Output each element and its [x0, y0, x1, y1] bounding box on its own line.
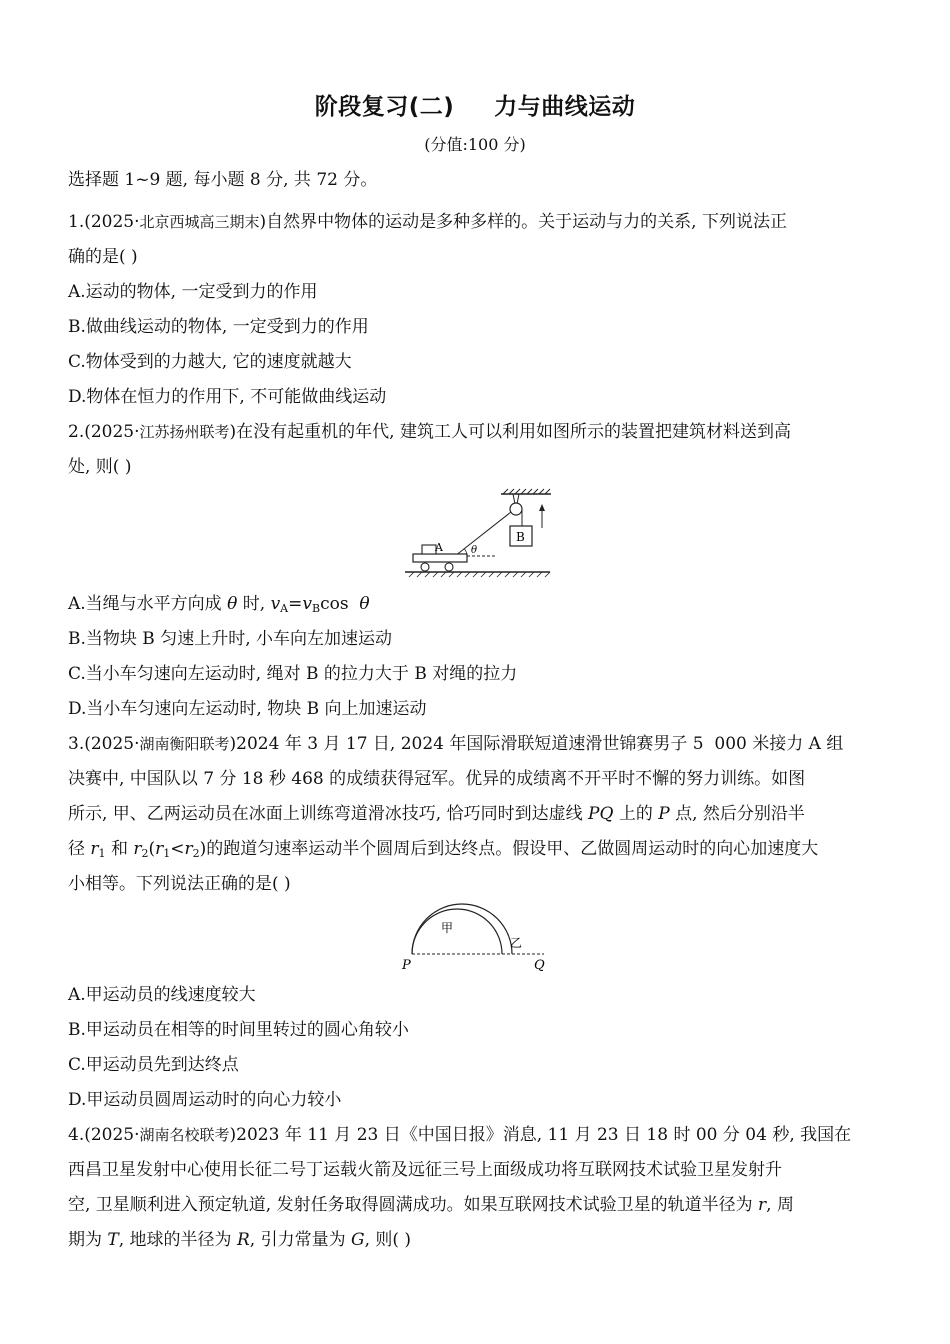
q3-r2-sub: 2 [141, 847, 149, 860]
q3-r1-sub: 1 [98, 847, 106, 860]
q4-s4a: 期为 [68, 1230, 108, 1250]
q3-r1b: r [155, 839, 164, 859]
q3-stem-text1: )2024 年 3 月 17 日, 2024 年国际滑联短道速滑世锦赛男子 5 000 米接力 A 组 [229, 734, 844, 754]
q2-option-b: B.当物块 B 匀速上升时, 小车向左加速运动 [68, 629, 393, 649]
q4-big-r: R [236, 1230, 250, 1250]
point-p-label: P [402, 958, 411, 973]
q3-r1: r [90, 839, 99, 859]
q4-s4c: , 引力常量为 [249, 1230, 351, 1250]
q2-stem-line1 [68, 420, 791, 444]
q4-s3a: 空, 卫星顺利进入预定轨道, 发射任务取得圆满成功。如果互联网技术试验卫星的轨道半径为 [68, 1195, 759, 1215]
q4-g: G [351, 1230, 365, 1250]
q3-option-c: C.甲运动员先到达终点 [68, 1055, 239, 1075]
q3-stem-line4 [68, 837, 818, 861]
q2-option-c: C.当小车匀速向左运动时, 绳对 B 的拉力大于 B 对绳的拉力 [68, 664, 518, 684]
q1-stem-text1: )自然界中物体的运动是多种多样的。关于运动与力的关系, 下列说法正 [259, 212, 787, 232]
q2-a-theta: θ [227, 594, 238, 614]
q2-a-sub-a: A [280, 602, 289, 615]
q2-option-d: D.当小车匀速向左运动时, 物块 B 向上加速运动 [68, 699, 427, 719]
q4-source: 湖南名校联考 [139, 1126, 230, 1144]
q1-number: 1.(2025· [68, 212, 140, 232]
q1-source: 北京西城高三期末 [139, 213, 260, 231]
q2-a-sub-b: B [311, 602, 321, 615]
q4-number: 4.(2025· [68, 1125, 140, 1145]
cart-a [413, 554, 467, 562]
q3-s4c: ( [148, 839, 156, 859]
q2-stem-line2: 处, 则( ) [68, 457, 132, 477]
q2-a-cos: cos [320, 594, 360, 614]
q3-stem-line2: 决赛中, 中国队以 7 分 18 秒 468 的成绩获得冠军。优异的成绩离不开平时不懈的努力训练。如图 [68, 769, 806, 789]
q1-option-c: C.物体受到的力越大, 它的速度就越大 [68, 352, 352, 372]
q3-r2b-sub: 2 [192, 847, 200, 860]
q2-source: 江苏扬州联考 [139, 423, 230, 441]
q4-s4d: , 则( ) [364, 1230, 412, 1250]
q3-r1b-sub: 1 [163, 847, 171, 860]
q1-stem-line1 [68, 210, 787, 234]
q3-number: 3.(2025· [68, 734, 140, 754]
page-title [0, 88, 950, 121]
q2-a-text2: 时, [237, 594, 271, 614]
q3-s3e: 点, 然后分别沿半 [669, 804, 805, 824]
q2-stem-text1: )在没有起重机的年代, 建筑工人可以利用如图所示的装置把建筑材料送到高 [229, 422, 791, 442]
pulley-cart-figure [405, 488, 555, 580]
q3-s4e: )的跑道匀速率运动半个圆周后到达终点。假设甲、乙做圆周运动时的向心加速度大 [199, 839, 819, 859]
point-q-label: Q [534, 958, 545, 973]
q2-a-eq: = [288, 594, 303, 614]
q3-stem-line5: 小相等。下列说法正确的是( ) [68, 874, 291, 894]
q3-r2b: r [184, 839, 193, 859]
q4-stem-text1: )2023 年 11 月 23 日《中国日报》消息, 11 月 23 日 18 时 00 分 04 秒, 我国在 [229, 1125, 852, 1145]
q3-option-b: B.甲运动员在相等的时间里转过的圆心角较小 [68, 1020, 409, 1040]
q3-s3-pq: PQ [588, 804, 614, 824]
block-b-label: B [516, 530, 525, 544]
q3-s3c: 上的 [613, 804, 659, 824]
q2-a-theta2: θ [359, 594, 370, 614]
q4-s3c: , 周 [766, 1195, 794, 1215]
q4-stem-line1 [68, 1123, 851, 1147]
q3-r2: r [133, 839, 142, 859]
q3-option-d: D.甲运动员圆周运动时的向心力较小 [68, 1090, 342, 1110]
q1-option-a: A.运动的物体, 一定受到力的作用 [68, 282, 318, 302]
q2-number: 2.(2025· [68, 422, 140, 442]
q3-source: 湖南衡阳联考 [139, 735, 230, 753]
skating-track-figure [398, 902, 554, 974]
jia-label: 甲 [441, 921, 454, 935]
q4-stem-line4 [68, 1228, 411, 1252]
instructions: 选择题 1~9 题, 每小题 8 分, 共 72 分。 [68, 170, 378, 190]
q4-s4b: , 地球的半径为 [118, 1230, 237, 1250]
q1-option-d: D.物体在恒力的作用下, 不可能做曲线运动 [68, 387, 387, 407]
q3-s3-p: P [658, 804, 670, 824]
cart-a-label: A [435, 541, 443, 554]
q1-option-b: B.做曲线运动的物体, 一定受到力的作用 [68, 317, 369, 337]
angle-theta-label: θ [471, 545, 478, 556]
q4-stem-line3 [68, 1193, 794, 1217]
q3-stem-line3 [68, 802, 805, 826]
q3-s4b: 和 [105, 839, 134, 859]
q3-s4d: < [170, 839, 185, 859]
q4-t: T [107, 1230, 119, 1250]
q4-s3-r: r [758, 1195, 767, 1215]
score-note: (分值:100 分) [424, 135, 526, 154]
title-sub: 力与曲线运动 [494, 94, 636, 120]
q3-option-a: A.甲运动员的线速度较大 [68, 985, 256, 1005]
q2-option-a [68, 592, 370, 616]
yi-label: 乙 [510, 936, 523, 950]
title-main: 阶段复习(二) [314, 94, 455, 120]
q3-s4a: 径 [68, 839, 91, 859]
q3-s3a: 所示, 甲、乙两运动员在冰面上训练弯道滑冰技巧, 恰巧同时到达虚线 [68, 804, 589, 824]
q4-stem-line2: 西昌卫星发射中心使用长征二号丁运载火箭及远征三号上面级成功将互联网技术试验卫星发射升 [68, 1160, 782, 1180]
q2-a-text1: A.当绳与水平方向成 [68, 594, 228, 614]
q3-stem-line1 [68, 732, 843, 756]
q2-a-v2: v [302, 594, 312, 614]
q2-a-v1: v [270, 594, 281, 614]
q1-stem-line2: 确的是( ) [68, 247, 138, 267]
